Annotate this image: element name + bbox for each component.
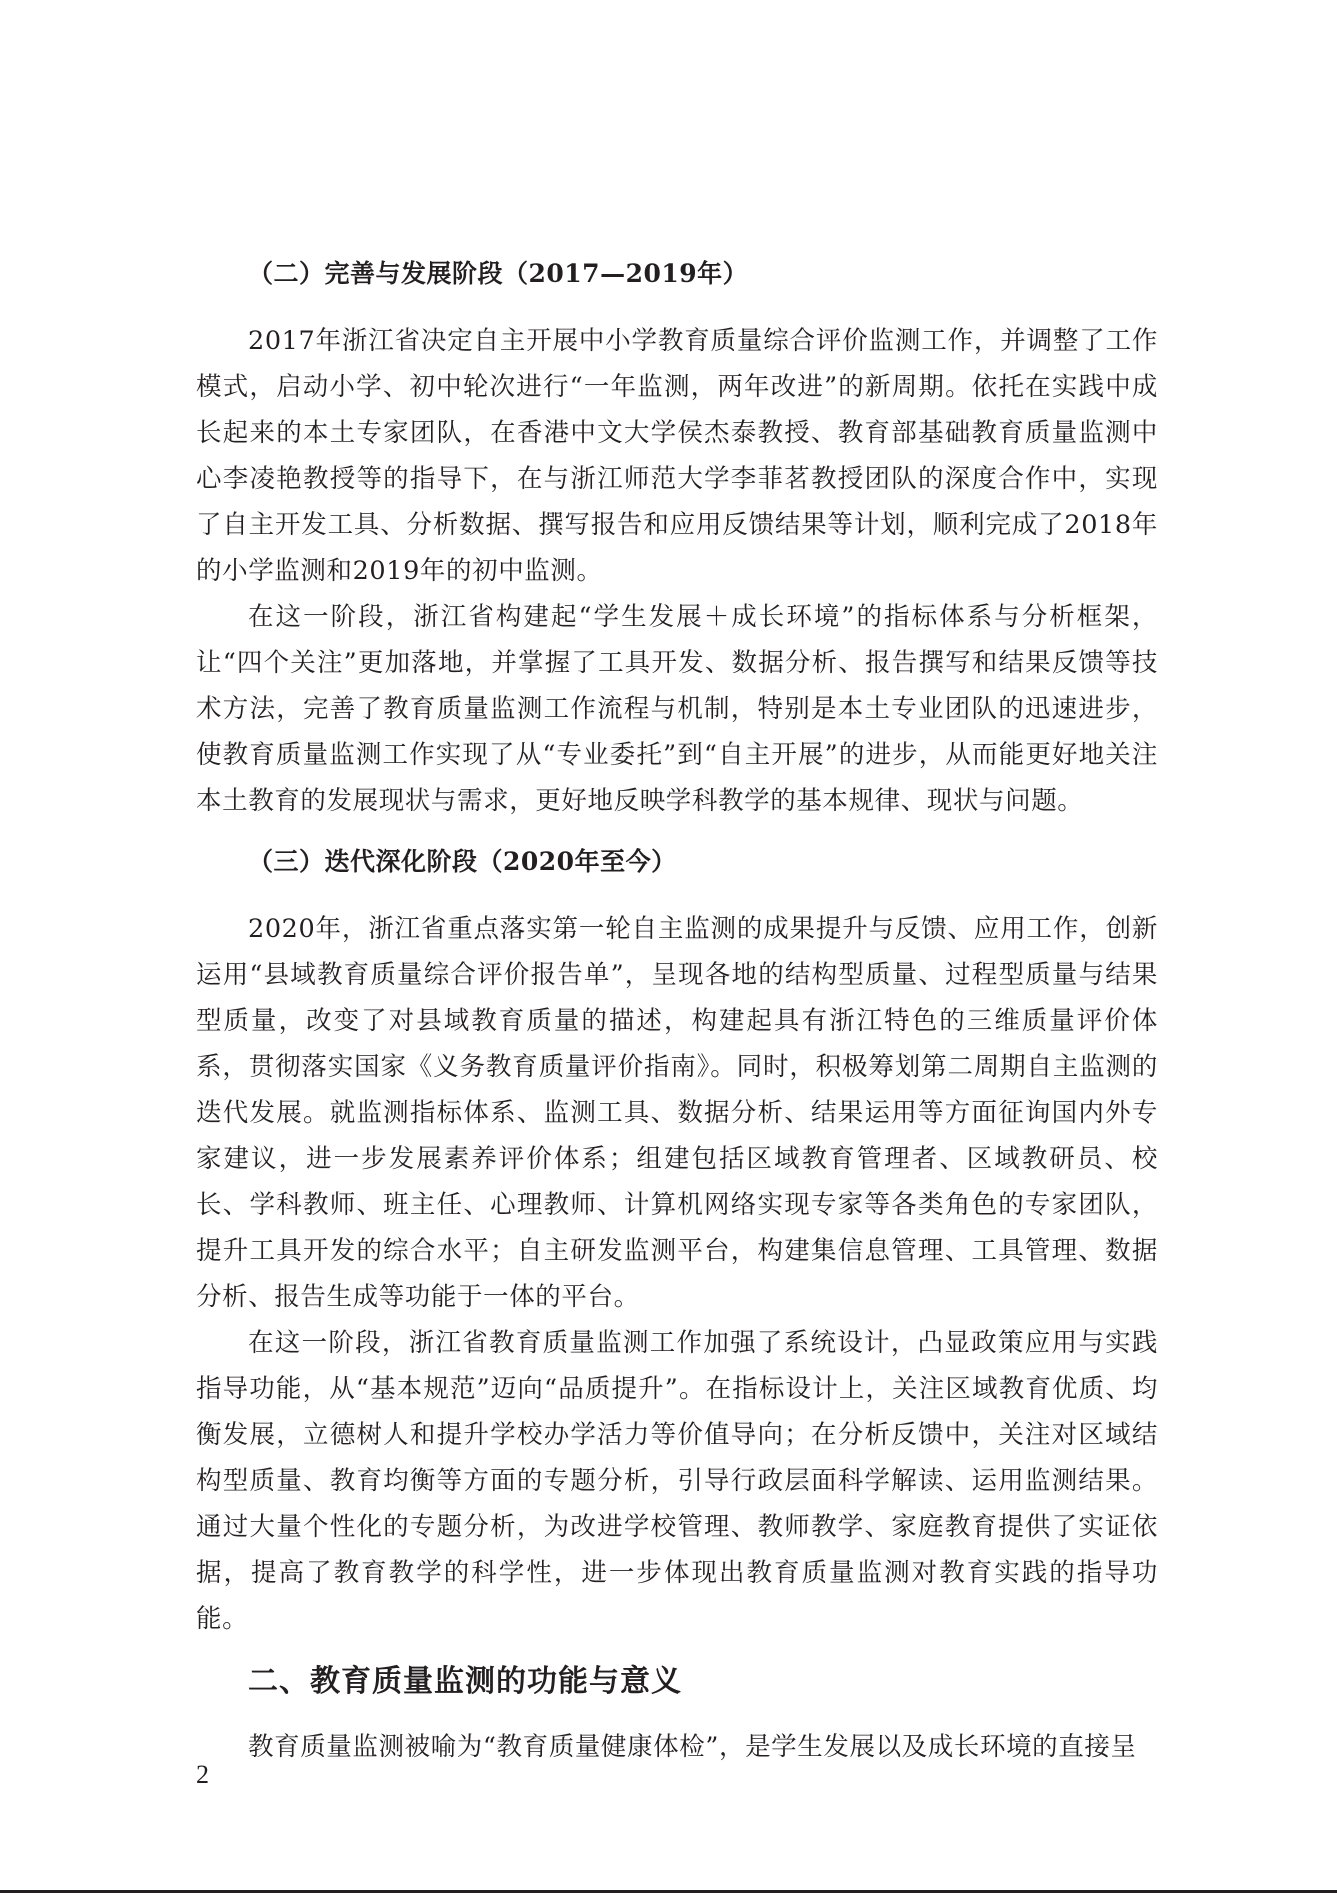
paragraph-stage-summary-2: 在这一阶段，浙江省教育质量监测工作加强了系统设计，凸显政策应用与实践指导功能，从“基本规范”迈向“品质提升”。在指标设计上，关注区域教育优质、均衡发展，立德树人和提升学校办学活力等价值导向；在分析反馈中，关注对区域结构型质量、教育均衡等方面的专题分析，引导行政层面科学解读、运用监测结果。通过大量个性化的专题分析，为改进学校管理、教师教学、家庭教育提供了实证依据，提高了教育教学的科学性，进一步体现出教育质量监测对教育实践的指导功能。 [196,1328,1158,1634]
section-heading-improvement-stage: （二）完善与发展阶段（2017—2019年） [248,259,749,288]
paragraph-health-check: 教育质量监测被喻为“教育质量健康体检”，是学生发展以及成长环境的直接呈 [248,1732,1137,1762]
section-heading-iteration-stage: （三）迭代深化阶段（2020年至今） [248,847,677,876]
bottom-divider [0,1890,1337,1893]
paragraph-2020-work: 2020年，浙江省重点落实第一轮自主监测的成果提升与反馈、应用工作，创新运用“县域教育质量综合评价报告单”，呈现各地的结构型质量、过程型质量与结果型质量，改变了对县域教育质量的描述，构建起具有浙江特色的三维质量评价体系，贯彻落实国家《义务教育质量评价指南》。同时，积极筹划第二周期自主监测的迭代发展。就监测指标体系、监测工具、数据分析、结果运用等方面征询国内外专家建议，进一步发展素养评价体系；组建包括区域教育管理者、区域教研员、校长、学科教师、班主任、心理教师、计算机网络实现专家等各类角色的专家团队，提升工具开发的综合水平；自主研发监测平台，构建集信息管理、工具管理、数据分析、报告生成等功能于一体的平台。 [196,914,1158,1312]
paragraph-stage-summary-1: 在这一阶段，浙江省构建起“学生发展＋成长环境”的指标体系与分析框架，让“四个关注”更加落地，并掌握了工具开发、数据分析、报告撰写和结果反馈等技术方法，完善了教育质量监测工作流程与机制，特别是本土专业团队的迅速进步，使教育质量监测工作实现了从“专业委托”到“自主开展”的进步，从而能更好地关注本土教育的发展现状与需求，更好地反映学科教学的基本规律、现状与问题。 [196,602,1158,816]
chapter-heading-function-significance: 二、教育质量监测的功能与意义 [248,1664,682,1699]
paragraph-2017-monitoring: 2017年浙江省决定自主开展中小学教育质量综合评价监测工作，并调整了工作模式，启动小学、初中轮次进行“一年监测，两年改进”的新周期。依托在实践中成长起来的本土专家团队，在香港中文大学侯杰泰教授、教育部基础教育质量监测中心李凌艳教授等的指导下，在与浙江师范大学李菲茗教授团队的深度合作中，实现了自主开发工具、分析数据、撰写报告和应用反馈结果等计划，顺利完成了2018年的小学监测和2019年的初中监测。 [196,326,1158,586]
page-body [196,252,1158,1770]
page-number: 2 [196,1760,209,1789]
